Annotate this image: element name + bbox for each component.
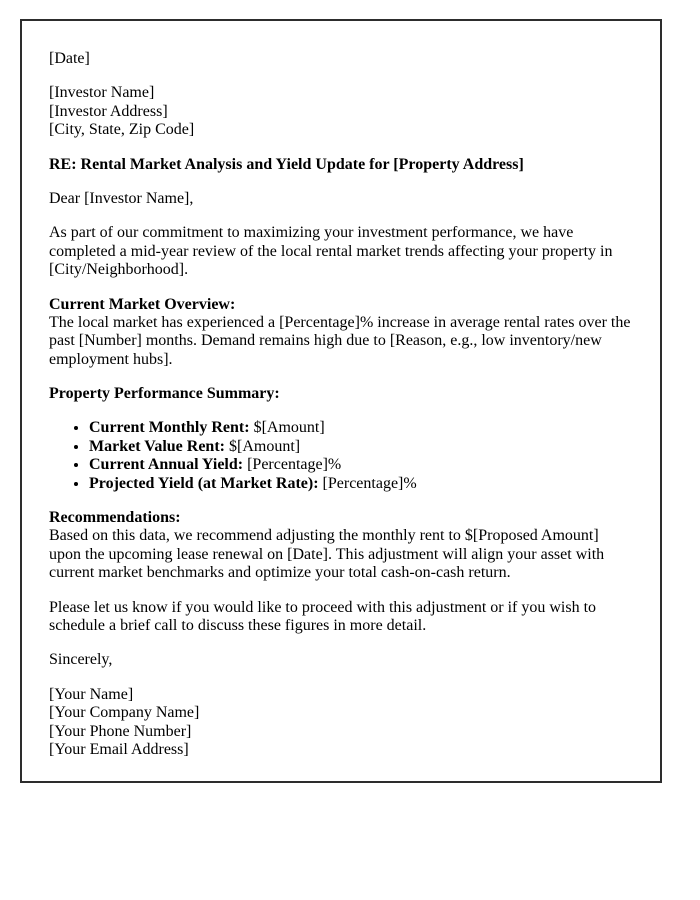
market-overview-body: The local market has experienced a [Percentage]% increase in average rental rates over the past [Number] months. Demand remains high due to [Reason, e.g., low inventory/new employment hubs]. [49, 313, 631, 368]
intro-paragraph: As part of our commitment to maximizing your investment performance, we have completed a mid-year review of the local rental market trends affecting your property in [City/Neighborhood]. [49, 224, 613, 279]
bullet-current-monthly-rent [89, 419, 633, 437]
performance-summary-list [49, 419, 633, 493]
sign-off: Sincerely, [49, 651, 113, 669]
market-overview-heading: Current Market Overview: [49, 295, 236, 313]
bullet-label: Current Annual Yield: [89, 456, 244, 474]
bullet-projected-yield [89, 475, 633, 493]
letter-document [20, 19, 662, 783]
recipient-address: [Investor Address] [49, 102, 168, 120]
bullet-value: $[Amount] [228, 437, 301, 455]
recipient-address-block [49, 84, 633, 139]
bullet-label: Market Value Rent: [89, 437, 225, 455]
sender-company: [Your Company Name] [49, 704, 200, 722]
subject-line: RE: Rental Market Analysis and Yield Update for [Property Address] [49, 155, 524, 173]
bullet-market-value-rent [89, 438, 633, 456]
bullet-current-annual-yield [89, 456, 633, 474]
sender-phone: [Your Phone Number] [49, 722, 192, 740]
performance-summary-heading: Property Performance Summary: [49, 385, 280, 403]
recommendations-section [49, 509, 633, 583]
sender-name: [Your Name] [49, 685, 134, 703]
closing-paragraph: Please let us know if you would like to proceed with this adjustment or if you wish to schedule a brief call to discuss these figures in more detail. [49, 598, 597, 634]
market-overview-section [49, 296, 633, 370]
recommendations-heading: Recommendations: [49, 509, 181, 527]
recommendations-body: Based on this data, we recommend adjusting the monthly rent to $[Proposed Amount] upon the upcoming lease renewal on [Date]. This adjustment will align your asset with current market benchmarks and optimize your total cash-on-cash return. [49, 527, 605, 582]
bullet-value: $[Amount] [253, 419, 325, 437]
date-placeholder: [Date] [49, 50, 90, 67]
recipient-city-state-zip: [City, State, Zip Code] [49, 121, 195, 139]
bullet-label: Current Monthly Rent: [89, 419, 250, 437]
signature-block [49, 686, 633, 760]
date-line [49, 50, 633, 68]
bullet-label: Projected Yield (at Market Rate): [89, 474, 319, 492]
bullet-value: [Percentage]% [322, 474, 417, 492]
bullet-value: [Percentage]% [247, 456, 342, 474]
recipient-name: [Investor Name] [49, 84, 155, 102]
salutation: Dear [Investor Name], [49, 189, 194, 207]
sender-email: [Your Email Address] [49, 740, 189, 758]
